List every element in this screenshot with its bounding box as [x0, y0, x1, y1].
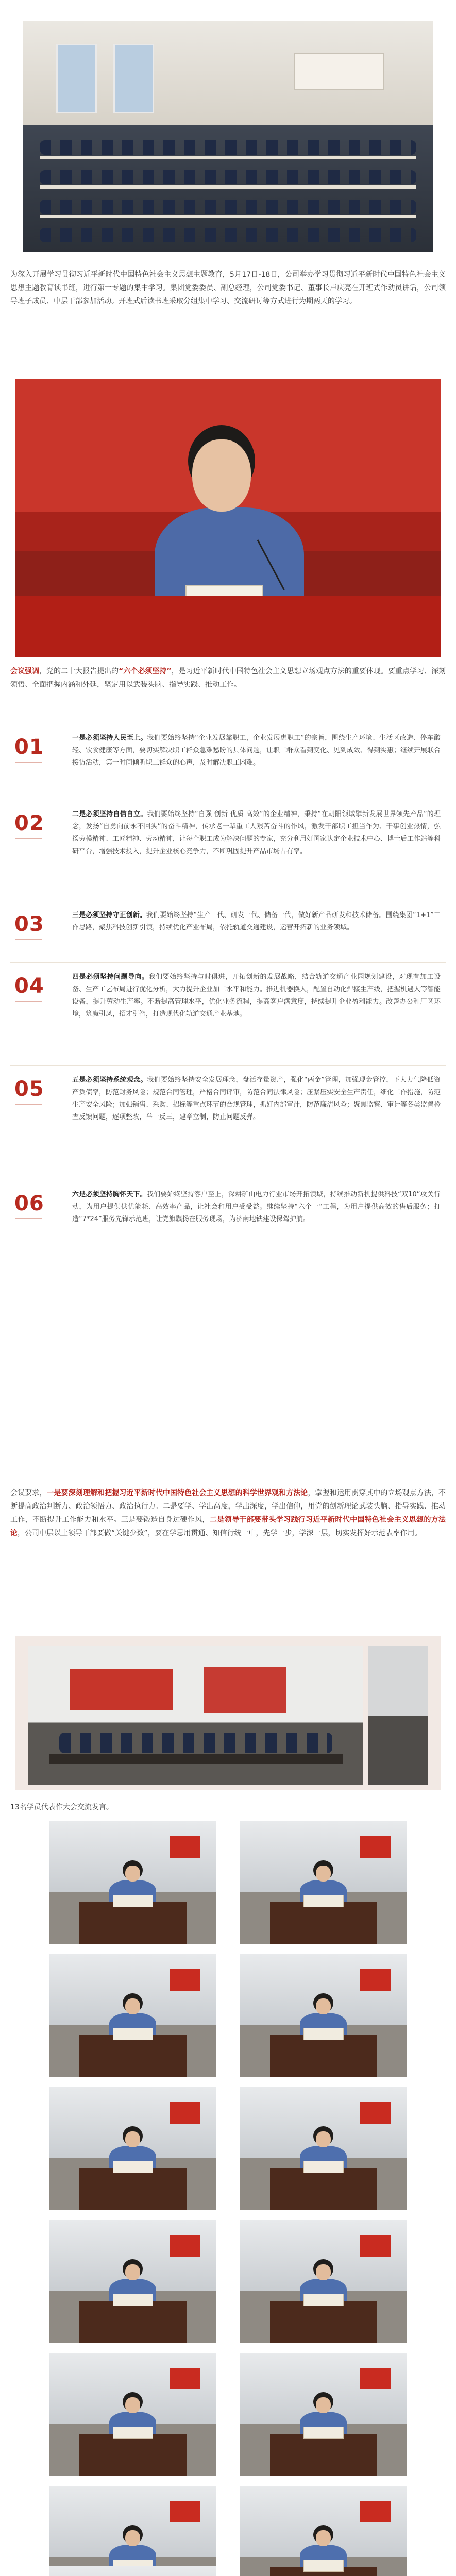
item-number: 02 [14, 811, 44, 835]
speaker-thumb [49, 2566, 216, 2576]
audience-row [40, 140, 416, 155]
speaker-thumb [240, 2087, 407, 2210]
list-item [10, 1066, 446, 1180]
photo-window [113, 44, 155, 113]
item-title: 二是必须坚持自信自立。 [72, 810, 147, 818]
desk-row [40, 156, 416, 159]
exchange-caption: 13名学员代表作大会交流发言。 [10, 1803, 113, 1811]
item-number: 06 [14, 1192, 44, 1215]
speaker-photo [15, 379, 441, 657]
speaker-thumb [49, 2486, 216, 2576]
emphasis-paragraph [10, 665, 446, 691]
collage-table [49, 1754, 343, 1764]
six-items-list [10, 724, 446, 1268]
emphasis-post: ，是习近平新时代中国特色社会主义思想立场观点方法的重要体现。要重点学习、深刻领悟、全面把握内涵和外延，坚定用以武装头脑、指导实践、推动工作。 [10, 667, 446, 689]
photo-window [56, 44, 97, 113]
speaker-thumb [49, 2353, 216, 2476]
list-item [10, 901, 446, 963]
summary-key-2: 二是领导干部要带头学习践行习近平新时代中国特色社会主义思想的方法论 [10, 1516, 446, 1537]
item-body [72, 1074, 441, 1124]
collage-screen [204, 1667, 286, 1713]
speaker-thumb [240, 2220, 407, 2343]
item-title: 五是必须坚持系统观念。 [72, 1076, 147, 1084]
audience-row [40, 200, 416, 214]
collage-banner [70, 1669, 173, 1710]
photo-table [15, 596, 441, 657]
item-text: 我们要始终坚持与时俱进，开拓创新的发展战略，结合轨道交通产业园规划建设，对现有加工设备、生产工艺布局进行优化分析，大力提升企业加工水平和能力。推进机器换人，配置自动化焊接生产线，把握机遇人等智能设备，提升劳动生产率。不断提高管理水平，优化业务流程，提高客户满意度，持续提升企业盈利能力。改善办公和厂区环境，筑魔引凤，招才引智，打造现代化轨道交通产业基地。 [72, 973, 441, 1018]
speaker-face [192, 439, 251, 512]
collage-photo-side [368, 1646, 428, 1785]
summary-mid: ，掌握和运用贯穿其中的立场观点方法，不断提高政治判断力、政治领悟力、政治执行力。二是要学、学出高度，学出深度，学出信仰，用党的创新理论武装头脑、指导实践、推动工作，不断提升工作能力和水平。三是要锻造自身过硬作风， [10, 1489, 446, 1524]
item-number: 03 [14, 912, 44, 936]
item-text: 我们要始终坚持客户至上，深耕矿山电力行业市场开拓领域，持续推动新机提供科技“双10”攻关行动，为用户提供供优能耗、高效率产品，让社会和用户受受益。继续坚持“六个一”工程，为用户提供高效的售后服务；打造“7*24”服务先锋示范班，让党旗飘扬在服务现场，为济南地铁建设保驾护航。 [72, 1191, 441, 1223]
item-body [72, 732, 441, 769]
summary-paragraph [10, 1486, 446, 1540]
speaker-thumb [240, 2353, 407, 2476]
emphasis-key: “六个必须坚持” [119, 667, 172, 675]
audience-row [40, 228, 416, 242]
photo-board [294, 53, 384, 90]
collage-photo-main [28, 1646, 363, 1785]
item-text: 我们要始终坚持安全发展理念，盘活存量资产，强化“两金”管理，加强现金管控，下大力气降低资产负债率，防范财务风险；规范合同管理，严格合同评审，防范合同法律风险；压紧压实安全生产责任，细化工作措施，防范生产安全风险；加强销售、采购、招标等重点环节的合规管理，抓好内部审计，防范廉洁风险；聚焦监察、审计等各类监督检查反馈问题，逐项整改，举一反三，建章立制，防止问题反弹。 [72, 1076, 441, 1121]
speaker-thumb [240, 1954, 407, 2077]
item-title: 四是必须坚持问题导向。 [72, 973, 149, 981]
item-title: 三是必须坚持守正创新。 [72, 911, 146, 919]
group-meeting-photo-collage [15, 1636, 441, 1790]
speaker-thumb [49, 2220, 216, 2343]
speaker-thumb [49, 1954, 216, 2077]
item-body [72, 909, 441, 934]
audience-row [40, 170, 416, 184]
list-item [10, 800, 446, 901]
emphasis-label: 会议强调 [10, 667, 40, 675]
item-number: 05 [14, 1077, 44, 1101]
speaker-thumb [49, 2087, 216, 2210]
list-item [10, 1180, 446, 1268]
item-body [72, 971, 441, 1021]
speaker-thumb [240, 1821, 407, 1944]
item-text: 我们要始终坚持“生产一代、研发一代、储备一代，做好新产品研发和技术储备。围绕集团“1+1”工作思路，聚焦科技创新引领，持续优化产业布局，依托轨道交通建设，运营开拓新的业务领域。 [72, 911, 441, 931]
item-body [72, 808, 441, 858]
summary-post: ，公司中层以上领导干部要做“关键少数”，要在学思用贯通、知信行统一中，先学一步，学深一层，切实发挥好示范表率作用。 [18, 1529, 422, 1537]
meeting-room-photo [23, 21, 433, 252]
speaker-photo-grid [49, 1821, 407, 2576]
item-title: 一是必须坚持人民至上。 [72, 734, 147, 742]
collage-participants [59, 1733, 332, 1753]
item-number: 04 [14, 974, 44, 998]
item-body [72, 1189, 441, 1226]
item-text: 我们要始终坚持“企业发展靠职工，企业发展惠职工”的宗旨，围绕生产环境、生活区改造、停车酸轻、饮食健康等方面，要切实解决职工群众急难愁盼的具体问题，让职工群众看到变化、见到成效、得到实惠；继续开展联合接访活动，第一时间倾听职工群众的心声，及时解决职工困难。 [72, 734, 441, 767]
summary-key-1: 一是要深刻理解和把握习近平新时代中国特色社会主义思想的科学世界观和方法论 [46, 1489, 308, 1497]
emphasis-pre: ，党的二十大报告提出的 [39, 667, 119, 675]
desk-row [40, 185, 416, 189]
list-item [10, 724, 446, 800]
list-item [10, 963, 446, 1066]
desk-row [40, 215, 416, 218]
item-title: 六是必须坚持胸怀天下。 [72, 1191, 147, 1198]
speaker-thumb [49, 1821, 216, 1944]
intro-paragraph: 为深入开展学习贯彻习近平新时代中国特色社会主义思想主题教育，5月17日-18日，公司举办学习贯彻习近平新时代中国特色社会主义思想主题教育读书班，进行第一专题的集中学习。集团党委委员、副总经理，公司党委书记、董事长卢庆亮在开班式作动员讲话，公司领导班子成员、中层干部参加活动。开班式后读书班采取分组集中学习、交流研讨等方式进行为期两天的学习。 [10, 270, 446, 306]
speaker-thumb [240, 2486, 407, 2576]
item-number: 01 [14, 735, 44, 759]
summary-pre: 会议要求， [10, 1489, 47, 1497]
item-text: 我们要始终坚持“自强 创新 优质 高效”的企业精神，秉持“在朝阳领域擘新发展世界领先产品”的理念，发扬“自勇向前永不回头”的奋斗精神，传承老一辈重工人艰苦奋斗的作风，激发干部职工担当作为、干事创业热情，弘扬劳模精神、工匠精神、劳动精神，让每个职工成为解决问题的专家，充分利用好国家认定企业技术中心、博士后工作站等科研平台，增强技术投入，提升企业核心竞争力，不断巩固提升产品市场占有率。 [72, 810, 441, 855]
